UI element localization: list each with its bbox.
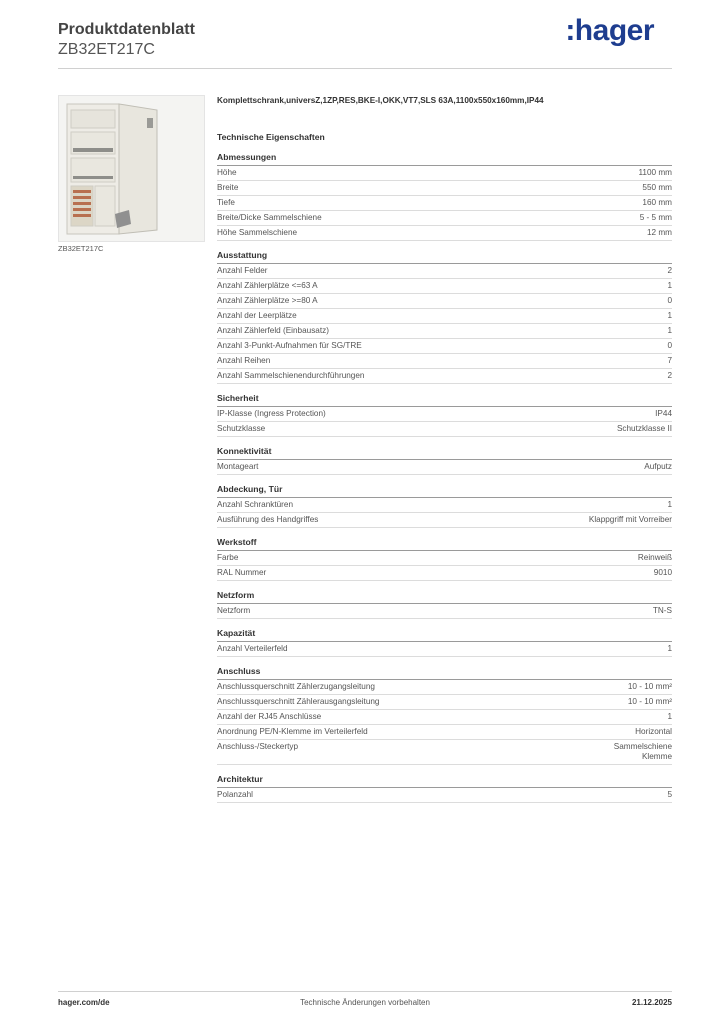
spec-label: Anzahl 3-Punkt-Aufnahmen für SG/TRE (217, 341, 362, 350)
section-title: Abdeckung, Tür (217, 484, 672, 498)
section-title: Werkstoff (217, 537, 672, 551)
spec-row (217, 422, 672, 437)
spec-label: Breite/Dicke Sammelschiene (217, 213, 322, 222)
spec-label: Höhe (217, 168, 237, 177)
image-caption: ZB32ET217C (58, 244, 104, 253)
spec-section (217, 590, 672, 619)
spec-section (217, 446, 672, 475)
section-title: Abmessungen (217, 152, 672, 166)
spec-row (217, 339, 672, 354)
spec-label: Montageart (217, 462, 259, 471)
spec-value: 2 (667, 371, 672, 380)
spec-row (217, 309, 672, 324)
spec-label: Anzahl der Leerplätze (217, 311, 297, 320)
spec-value: 9010 (653, 568, 672, 577)
spec-row (217, 166, 672, 181)
spec-row (217, 498, 672, 513)
spec-row (217, 181, 672, 196)
spec-label: Anzahl Zählerplätze >=80 A (217, 296, 318, 305)
spec-value: 0 (667, 341, 672, 350)
spec-label: Ausführung des Handgriffes (217, 515, 319, 524)
spec-value: 10 - 10 mm² (627, 682, 672, 691)
spec-value: 1 (667, 326, 672, 335)
spec-section (217, 250, 672, 384)
spec-section (217, 152, 672, 241)
spec-row (217, 551, 672, 566)
spec-label: Polanzahl (217, 790, 253, 799)
spec-value: 5 (667, 790, 672, 799)
spec-value: IP44 (655, 409, 672, 418)
spec-value: Klappgriff mit Vorreiber (588, 515, 672, 524)
spec-section (217, 484, 672, 528)
spec-value: 1 (667, 644, 672, 653)
spec-value: Horizontal (635, 727, 672, 736)
footer-website[interactable]: hager.com/de (58, 998, 110, 1007)
spec-row (217, 279, 672, 294)
section-title: Kapazität (217, 628, 672, 642)
spec-section (217, 666, 672, 765)
spec-value: 5 - 5 mm (639, 213, 672, 222)
spec-row (217, 369, 672, 384)
spec-row (217, 264, 672, 279)
spec-label: Anschlussquerschnitt Zählerzugangsleitung (217, 682, 375, 691)
spec-row (217, 513, 672, 528)
spec-row (217, 196, 672, 211)
spec-value: 1 (667, 500, 672, 509)
product-description: Komplettschrank,universZ,1ZP,RES,BKE-I,OKK,VT7,SLS 63A,1100x550x160mm,IP44 (217, 96, 544, 105)
spec-value: 7 (667, 356, 672, 365)
spec-sections (217, 152, 672, 803)
spec-label: Anzahl Sammelschienendurchführungen (217, 371, 365, 380)
spec-label: Anschlussquerschnitt Zählerausgangsleitung (217, 697, 380, 706)
section-title: Konnektivität (217, 446, 672, 460)
spec-row (217, 324, 672, 339)
spec-value: 1 (667, 281, 672, 290)
spec-value: 550 mm (642, 183, 672, 192)
spec-label: Anzahl Zählerfeld (Einbausatz) (217, 326, 329, 335)
spec-label: Breite (217, 183, 239, 192)
spec-value: 12 mm (646, 228, 672, 237)
cabinet-illustration (59, 96, 204, 241)
spec-row (217, 788, 672, 803)
section-title: Ausstattung (217, 250, 672, 264)
header-divider (58, 68, 672, 69)
spec-row (217, 725, 672, 740)
spec-label: Anzahl Felder (217, 266, 268, 275)
spec-row (217, 695, 672, 710)
spec-label: Anzahl Verteilerfeld (217, 644, 288, 653)
spec-section (217, 774, 672, 803)
spec-value: TN-S (652, 606, 672, 615)
spec-value: 1 (667, 712, 672, 721)
spec-value: Aufputz (644, 462, 672, 471)
spec-label: Anschluss-/Steckertyp (217, 742, 298, 751)
spec-label: Anzahl der RJ45 Anschlüsse (217, 712, 322, 721)
spec-label: IP-Klasse (Ingress Protection) (217, 409, 326, 418)
spec-label: Netzform (217, 606, 251, 615)
hager-logo: :hager (565, 14, 654, 47)
section-title: Sicherheit (217, 393, 672, 407)
spec-section (217, 628, 672, 657)
page-title: Produktdatenblatt (58, 21, 195, 38)
section-title: Architektur (217, 774, 672, 788)
spec-row (217, 604, 672, 619)
spec-label: Tiefe (217, 198, 235, 207)
spec-row (217, 642, 672, 657)
spec-row (217, 226, 672, 241)
spec-label: Anzahl Schranktüren (217, 500, 294, 509)
spec-value: 1100 mm (638, 168, 672, 177)
spec-section (217, 537, 672, 581)
spec-label: Anzahl Reihen (217, 356, 271, 365)
product-code: ZB32ET217C (58, 41, 155, 58)
spec-value: 10 - 10 mm² (627, 697, 672, 706)
document-header (58, 20, 195, 60)
spec-value: 160 mm (642, 198, 672, 207)
section-title: Netzform (217, 590, 672, 604)
footer-disclaimer: Technische Änderungen vorbehalten (300, 998, 430, 1007)
spec-label: Schutzklasse (217, 424, 266, 433)
spec-label: Anzahl Zählerplätze <=63 A (217, 281, 318, 290)
product-image (58, 95, 205, 242)
spec-row (217, 740, 672, 765)
footer-divider (58, 991, 672, 992)
spec-row (217, 354, 672, 369)
spec-value: 1 (667, 311, 672, 320)
spec-value: Schutzklasse II (616, 424, 672, 433)
spec-value: Reinweiß (637, 553, 672, 562)
spec-row (217, 460, 672, 475)
spec-row (217, 710, 672, 725)
spec-row (217, 566, 672, 581)
spec-row (217, 680, 672, 695)
spec-label: Höhe Sammelschiene (217, 228, 298, 237)
section-title: Anschluss (217, 666, 672, 680)
footer-date: 21.12.2025 (631, 998, 672, 1007)
spec-label: Anordnung PE/N-Klemme im Verteilerfeld (217, 727, 368, 736)
spec-label: Farbe (217, 553, 239, 562)
spec-section (217, 393, 672, 437)
spec-row (217, 294, 672, 309)
spec-value: 2 (667, 266, 672, 275)
spec-value: 0 (667, 296, 672, 305)
spec-value: Sammelschiene Klemme (613, 742, 672, 761)
spec-label: RAL Nummer (217, 568, 267, 577)
spec-row (217, 407, 672, 422)
spec-row (217, 211, 672, 226)
tech-heading: Technische Eigenschaften (217, 132, 325, 142)
spec-content (217, 96, 672, 803)
